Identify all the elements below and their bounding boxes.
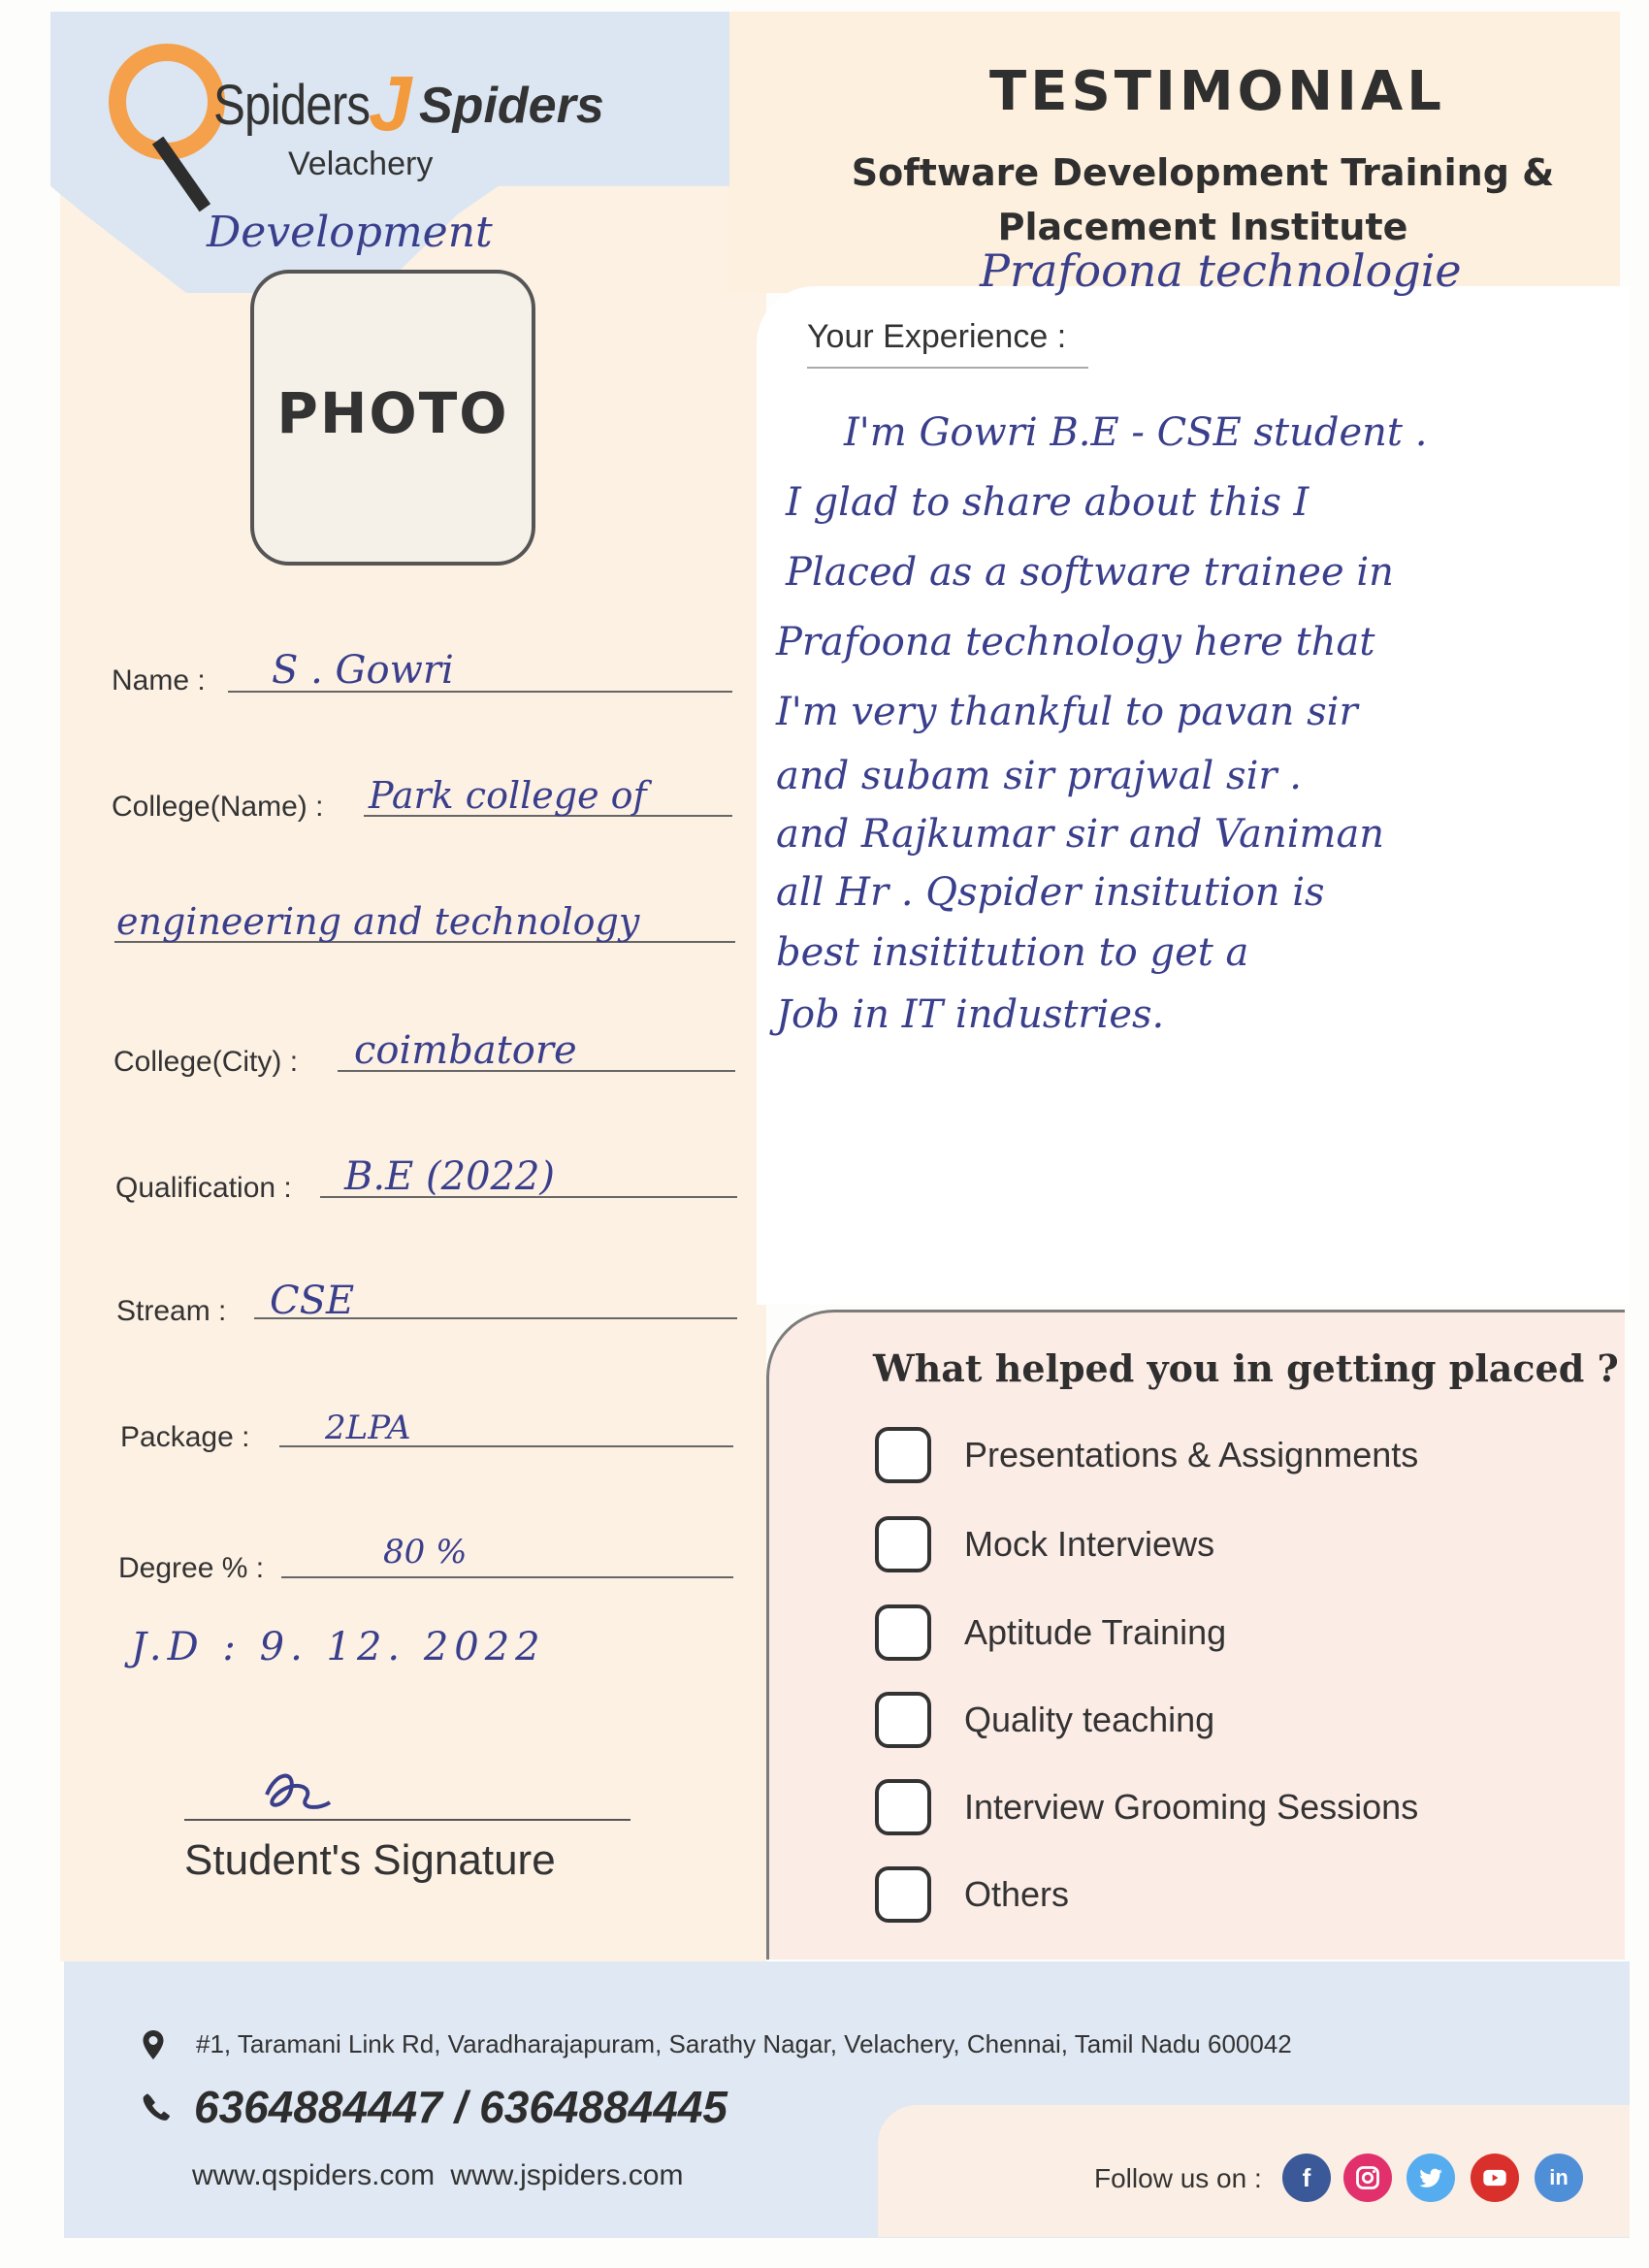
package-value: 2LPA bbox=[325, 1409, 411, 1447]
college-name-value-2: engineering and technology bbox=[116, 900, 640, 943]
experience-line: and subam sir prajwal sir . bbox=[776, 754, 1302, 798]
page-title: TESTIMONIAL bbox=[989, 60, 1445, 123]
student-signature-mark bbox=[247, 1766, 344, 1824]
college-name-value-1: Park college of bbox=[369, 774, 647, 817]
package-label: Package : bbox=[120, 1421, 250, 1453]
websites[interactable]: www.qspiders.com www.jspiders.com bbox=[192, 2159, 684, 2191]
checklist-item-label: Aptitude Training bbox=[964, 1612, 1227, 1652]
checklist-item-label: Presentations & Assignments bbox=[964, 1435, 1419, 1474]
photo-label: PHOTO bbox=[276, 380, 509, 446]
checklist-item[interactable] bbox=[875, 1426, 1418, 1484]
qualification-label: Qualification : bbox=[115, 1172, 292, 1204]
page-subtitle bbox=[834, 146, 1571, 254]
facebook-icon[interactable]: f bbox=[1282, 2154, 1331, 2202]
phone-icon bbox=[138, 2088, 173, 2126]
phone-numbers: 6364884447 / 6364884445 bbox=[194, 2082, 728, 2132]
checklist-item[interactable] bbox=[875, 1865, 1069, 1924]
degree-percent-underline bbox=[281, 1576, 733, 1578]
address-text: #1, Taramani Link Rd, Varadharajapuram, Sarathy Nagar, Velachery, Chennai, Tamil Nadu 600042 bbox=[196, 2029, 1292, 2058]
checkbox[interactable] bbox=[875, 1516, 931, 1572]
checklist-item-label: Quality teaching bbox=[964, 1700, 1215, 1739]
branch-name: Velachery bbox=[288, 146, 434, 182]
experience-line: I'm Gowri B.E - CSE student . bbox=[844, 410, 1428, 455]
experience-line: and Rajkumar sir and Vaniman bbox=[776, 812, 1385, 857]
experience-label-underline bbox=[807, 367, 1088, 369]
youtube-icon[interactable] bbox=[1471, 2154, 1519, 2202]
subtitle-line-1: Software Development Training & bbox=[851, 151, 1555, 194]
checklist-item-label: Mock Interviews bbox=[964, 1524, 1215, 1564]
checklist-item[interactable] bbox=[875, 1691, 1214, 1749]
checklist-item[interactable] bbox=[875, 1604, 1226, 1662]
experience-line: Prafoona technology here that bbox=[776, 620, 1375, 664]
checklist-item-label: Interview Grooming Sessions bbox=[964, 1787, 1419, 1827]
experience-line: best insititution to get a bbox=[776, 930, 1249, 975]
joining-date: J.D : 9. 12. 2022 bbox=[131, 1625, 546, 1669]
location-pin-icon bbox=[136, 2027, 171, 2062]
college-name-label: College(Name) : bbox=[112, 791, 324, 823]
checklist-item[interactable] bbox=[875, 1778, 1418, 1836]
qspiders-wordmark: Spiders bbox=[213, 74, 371, 137]
experience-line: Job in IT industries. bbox=[776, 992, 1165, 1037]
twitter-icon[interactable] bbox=[1406, 2154, 1455, 2202]
qualification-value: B.E (2022) bbox=[344, 1154, 556, 1199]
experience-line: I glad to share about this I bbox=[786, 480, 1310, 525]
linkedin-icon[interactable]: in bbox=[1535, 2154, 1583, 2202]
name-value: S . Gowri bbox=[272, 648, 454, 693]
helped-title: What helped you in getting placed ? bbox=[873, 1346, 1619, 1390]
handwritten-department: Development bbox=[207, 208, 493, 257]
checkbox[interactable] bbox=[875, 1692, 931, 1748]
checkbox[interactable] bbox=[875, 1604, 931, 1661]
checklist-item-label: Others bbox=[964, 1874, 1070, 1914]
checkbox[interactable] bbox=[875, 1779, 931, 1835]
qspiders-jspiders-logo bbox=[109, 44, 632, 199]
experience-line: Placed as a software trainee in bbox=[786, 550, 1394, 595]
degree-percent-label: Degree % : bbox=[118, 1552, 265, 1584]
stream-value: CSE bbox=[270, 1279, 355, 1323]
instagram-icon[interactable] bbox=[1343, 2154, 1392, 2202]
checkbox[interactable] bbox=[875, 1866, 931, 1923]
photo-placeholder bbox=[250, 270, 535, 566]
checklist-item[interactable] bbox=[875, 1515, 1214, 1573]
stream-label: Stream : bbox=[116, 1295, 227, 1327]
college-city-label: College(City) : bbox=[113, 1046, 299, 1078]
experience-text bbox=[776, 398, 1610, 1046]
follow-us-label: Follow us on : bbox=[1094, 2163, 1262, 2193]
jspiders-j-letter: J bbox=[369, 60, 412, 146]
signature-line bbox=[184, 1819, 630, 1821]
signature-label: Student's Signature bbox=[184, 1836, 556, 1884]
subtitle-line-2: Placement Institute bbox=[997, 206, 1408, 248]
checkbox[interactable] bbox=[875, 1427, 931, 1483]
handwritten-company: Prafoona technologie bbox=[980, 244, 1462, 297]
degree-percent-value: 80 % bbox=[383, 1533, 468, 1571]
experience-line: I'm very thankful to pavan sir bbox=[776, 690, 1358, 734]
college-city-value: coimbatore bbox=[354, 1028, 577, 1073]
experience-line: all Hr . Qspider insitution is bbox=[776, 870, 1325, 915]
experience-label: Your Experience : bbox=[807, 318, 1067, 355]
name-label: Name : bbox=[112, 664, 206, 697]
jspiders-wordmark: Spiders bbox=[419, 78, 604, 134]
